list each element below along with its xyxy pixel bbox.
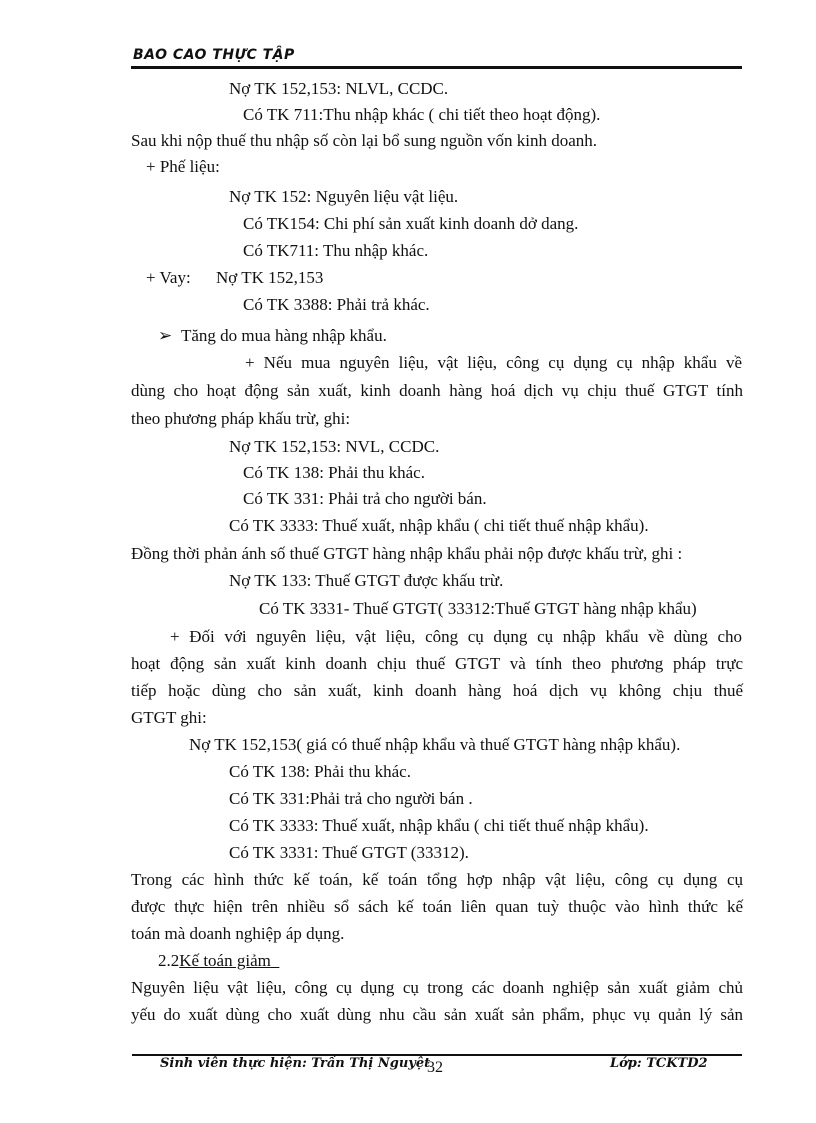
paragraph-line: tiếp hoặc dùng cho sản xuất, kinh doanh hàng hoá dịch vụ không chịu thuế [131,681,743,700]
paragraph-line: GTGT ghi: [131,708,207,727]
paragraph-line: dùng cho hoạt động sản xuất, kinh doanh hàng hoá dịch vụ chịu thuế GTGT tính [131,381,743,400]
paragraph-line: toán mà doanh nghiệp áp dụng. [131,924,345,943]
bullet-heading: Tăng do mua hàng nhập khẩu. [181,326,387,345]
entry-line: Nợ TK 152,153: NVL, CCDC. [229,437,440,456]
footer-class: Lớp: TCKTD2 [610,1056,708,1071]
entry-line: Có TK 3331- Thuế GTGT( 33312:Thuế GTGT hàng nhập khẩu) [259,599,697,618]
paragraph-line: Sau khi nộp thuế thu nhập số còn lại bổ sung nguồn vốn kinh doanh. [131,131,598,150]
bullet-arrow-icon: ➢ [158,326,173,345]
paragraph-line: Trong các hình thức kế toán, kế toán tổng hợp nhập vật liệu, công cụ dụng cụ [131,870,743,889]
entry-line: Có TK 138: Phải thu khác. [243,463,425,482]
entry-line: Nợ TK 152,153: NLVL, CCDC. [229,79,449,98]
paragraph-line: theo phương pháp khấu trừ, ghi: [131,409,351,428]
paragraph-line: hoạt động sản xuất kinh doanh chịu thuế GTGT và tính theo phương pháp trực [131,654,743,673]
header-rule [131,66,742,69]
section-number: 2.2 [158,951,180,970]
entry-line: Có TK 711:Thu nhập khác ( chi tiết theo hoạt động). [243,105,601,124]
entry-line: Có TK 138: Phải thu khác. [229,762,411,781]
paragraph-line: Đồng thời phản ánh số thuế GTGT hàng nhập khẩu phải nộp được khấu trừ, ghi : [131,544,683,563]
entry-line: Có TK 3388: Phải trả khác. [243,295,430,314]
section-title: Kế toán giảm [179,951,271,970]
entry-line: Nợ TK 133: Thuế GTGT được khấu trừ. [229,571,504,590]
item-heading: + Vay: [146,268,191,287]
paragraph-line: Nguyên liệu vật liệu, công cụ dụng cụ trong các doanh nghiệp sản xuất giảm chủ [131,978,743,997]
section-heading [158,950,279,971]
report-header-title: BAO CAO THỰC TẬP [133,47,295,63]
entry-line: Nợ TK 152,153 [216,268,324,287]
entry-line: Có TK711: Thu nhập khác. [243,241,429,260]
item-heading: + Phế liệu: [146,157,220,176]
paragraph-line: + Đối với nguyên liệu, vật liệu, công cụ dụng cụ nhập khẩu về dùng cho [170,627,742,646]
entry-line: Có TK 3333: Thuế xuất, nhập khẩu ( chi tiết thuế nhập khẩu). [229,516,649,535]
entry-line: Có TK154: Chi phí sản xuất kinh doanh dở dang. [243,214,579,233]
paragraph-line: + Nếu mua nguyên liệu, vật liệu, công cụ dụng cụ nhập khẩu về [245,353,742,372]
page-number: 32 [427,1059,443,1076]
paragraph-line: yếu do xuất dùng cho xuất dùng nhu cầu sản xuất sản phẩm, phục vụ quản lý sản [131,1005,743,1024]
entry-line: Có TK 331: Phải trả cho người bán. [243,489,487,508]
paragraph-line: được thực hiện trên nhiều sổ sách kế toán liên quan tuỳ thuộc vào hình thức kế [131,897,743,916]
footer-student: Sinh viên thực hiện: Trần Thị Nguyệt [160,1056,431,1071]
entry-line: Có TK 3331: Thuế GTGT (33312). [229,843,469,862]
entry-line: Có TK 3333: Thuế xuất, nhập khẩu ( chi tiết thuế nhập khẩu). [229,816,649,835]
entry-line: Nợ TK 152,153( giá có thuế nhập khẩu và thuế GTGT hàng nhập khẩu). [189,735,681,754]
entry-line: Nợ TK 152: Nguyên liệu vật liệu. [229,187,459,206]
entry-line: Có TK 331:Phải trả cho người bán . [229,789,473,808]
